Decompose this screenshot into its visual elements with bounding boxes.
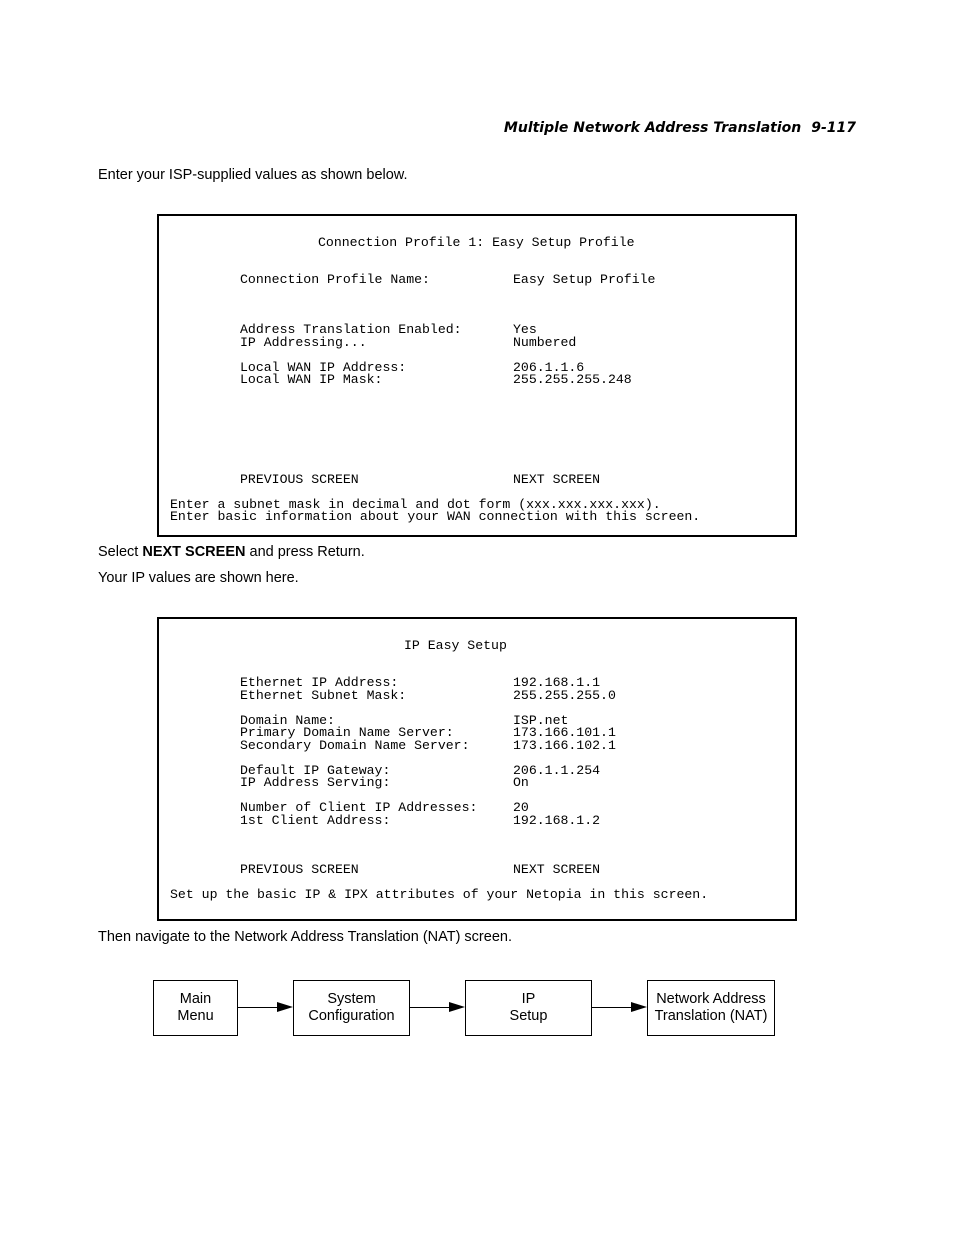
field-label: IP Address Serving:: [240, 775, 391, 790]
profile-name-value[interactable]: Easy Setup Profile: [513, 272, 656, 287]
screen-title: Connection Profile 1: Easy Setup Profile: [318, 235, 635, 250]
box-label: Menu: [177, 1008, 214, 1024]
intro-paragraph: Enter your ISP-supplied values as shown below.: [98, 167, 408, 183]
previous-screen-button[interactable]: PREVIOUS SCREEN: [240, 472, 359, 487]
instruction-text: Select: [98, 544, 143, 560]
arrow-head-icon: [277, 1002, 293, 1012]
first-client-value[interactable]: 192.168.1.2: [513, 813, 601, 828]
flow-arrow: [410, 1007, 450, 1008]
field-label: Connection Profile Name:: [240, 272, 430, 287]
nat-enabled-value[interactable]: Yes: [513, 322, 537, 337]
box-label: Configuration: [308, 1008, 395, 1024]
field-label: Domain Name:: [240, 713, 335, 728]
header-title: Multiple Network Address Translation: [503, 120, 802, 136]
nat-box: [647, 980, 775, 1036]
field-label: Default IP Gateway:: [240, 763, 391, 778]
field-label: Local WAN IP Mask:: [240, 372, 383, 387]
connection-profile-screen: [157, 214, 797, 537]
box-label: Setup: [509, 1008, 548, 1024]
field-label: Primary Domain Name Server:: [240, 725, 454, 740]
previous-screen-button[interactable]: PREVIOUS SCREEN: [240, 862, 359, 877]
help-text: Enter a subnet mask in decimal and dot form (xxx.xxx.xxx.xxx).: [170, 497, 661, 512]
box-label: System: [327, 991, 376, 1007]
field-label: IP Addressing...: [240, 335, 367, 350]
arrow-head-icon: [631, 1002, 647, 1012]
domain-name-value[interactable]: ISP.net: [513, 713, 569, 728]
page-number: 9-117: [811, 120, 856, 136]
flow-arrow: [592, 1007, 632, 1008]
box-label: Main: [179, 991, 212, 1007]
next-screen-button[interactable]: NEXT SCREEN: [513, 862, 601, 877]
ip-serving-value[interactable]: On: [513, 775, 529, 790]
instruction-paragraph: [98, 544, 365, 560]
instruction-keyword: NEXT SCREEN: [142, 544, 246, 560]
field-label: 1st Client Address:: [240, 813, 391, 828]
field-label: Ethernet IP Address:: [240, 675, 399, 690]
box-label: Translation (NAT): [654, 1008, 768, 1024]
field-label: Secondary Domain Name Server:: [240, 738, 470, 753]
system-configuration-box: [293, 980, 410, 1036]
next-screen-button[interactable]: NEXT SCREEN: [513, 472, 601, 487]
primary-dns-value[interactable]: 173.166.101.1: [513, 725, 616, 740]
ip-easy-setup-screen: [157, 617, 797, 921]
ethernet-ip-value[interactable]: 192.168.1.1: [513, 675, 601, 690]
arrow-head-icon: [449, 1002, 465, 1012]
client-count-value[interactable]: 20: [513, 800, 529, 815]
flow-arrow: [238, 1007, 278, 1008]
ethernet-mask-value[interactable]: 255.255.255.0: [513, 688, 616, 703]
help-text: Enter basic information about your WAN connection with this screen.: [170, 509, 701, 524]
wan-ip-value[interactable]: 206.1.1.6: [513, 360, 585, 375]
instruction-text: and press Return.: [245, 544, 365, 560]
navigate-paragraph: Then navigate to the Network Address Translation (NAT) screen.: [98, 929, 512, 945]
help-text: Set up the basic IP & IPX attributes of your Netopia in this screen.: [170, 887, 709, 902]
field-label: Ethernet Subnet Mask:: [240, 688, 407, 703]
wan-mask-value[interactable]: 255.255.255.248: [513, 372, 632, 387]
box-label: IP: [521, 991, 536, 1007]
values-paragraph: Your IP values are shown here.: [98, 570, 299, 586]
field-label: Number of Client IP Addresses:: [240, 800, 478, 815]
default-gateway-value[interactable]: 206.1.1.254: [513, 763, 601, 778]
ip-addressing-value[interactable]: Numbered: [513, 335, 577, 350]
ip-setup-box: [465, 980, 592, 1036]
box-label: Network Address: [656, 991, 766, 1007]
secondary-dns-value[interactable]: 173.166.102.1: [513, 738, 616, 753]
main-menu-box: [153, 980, 238, 1036]
field-label: Address Translation Enabled:: [240, 322, 462, 337]
page-header: [500, 120, 856, 136]
screen-title: IP Easy Setup: [404, 638, 507, 653]
field-label: Local WAN IP Address:: [240, 360, 407, 375]
